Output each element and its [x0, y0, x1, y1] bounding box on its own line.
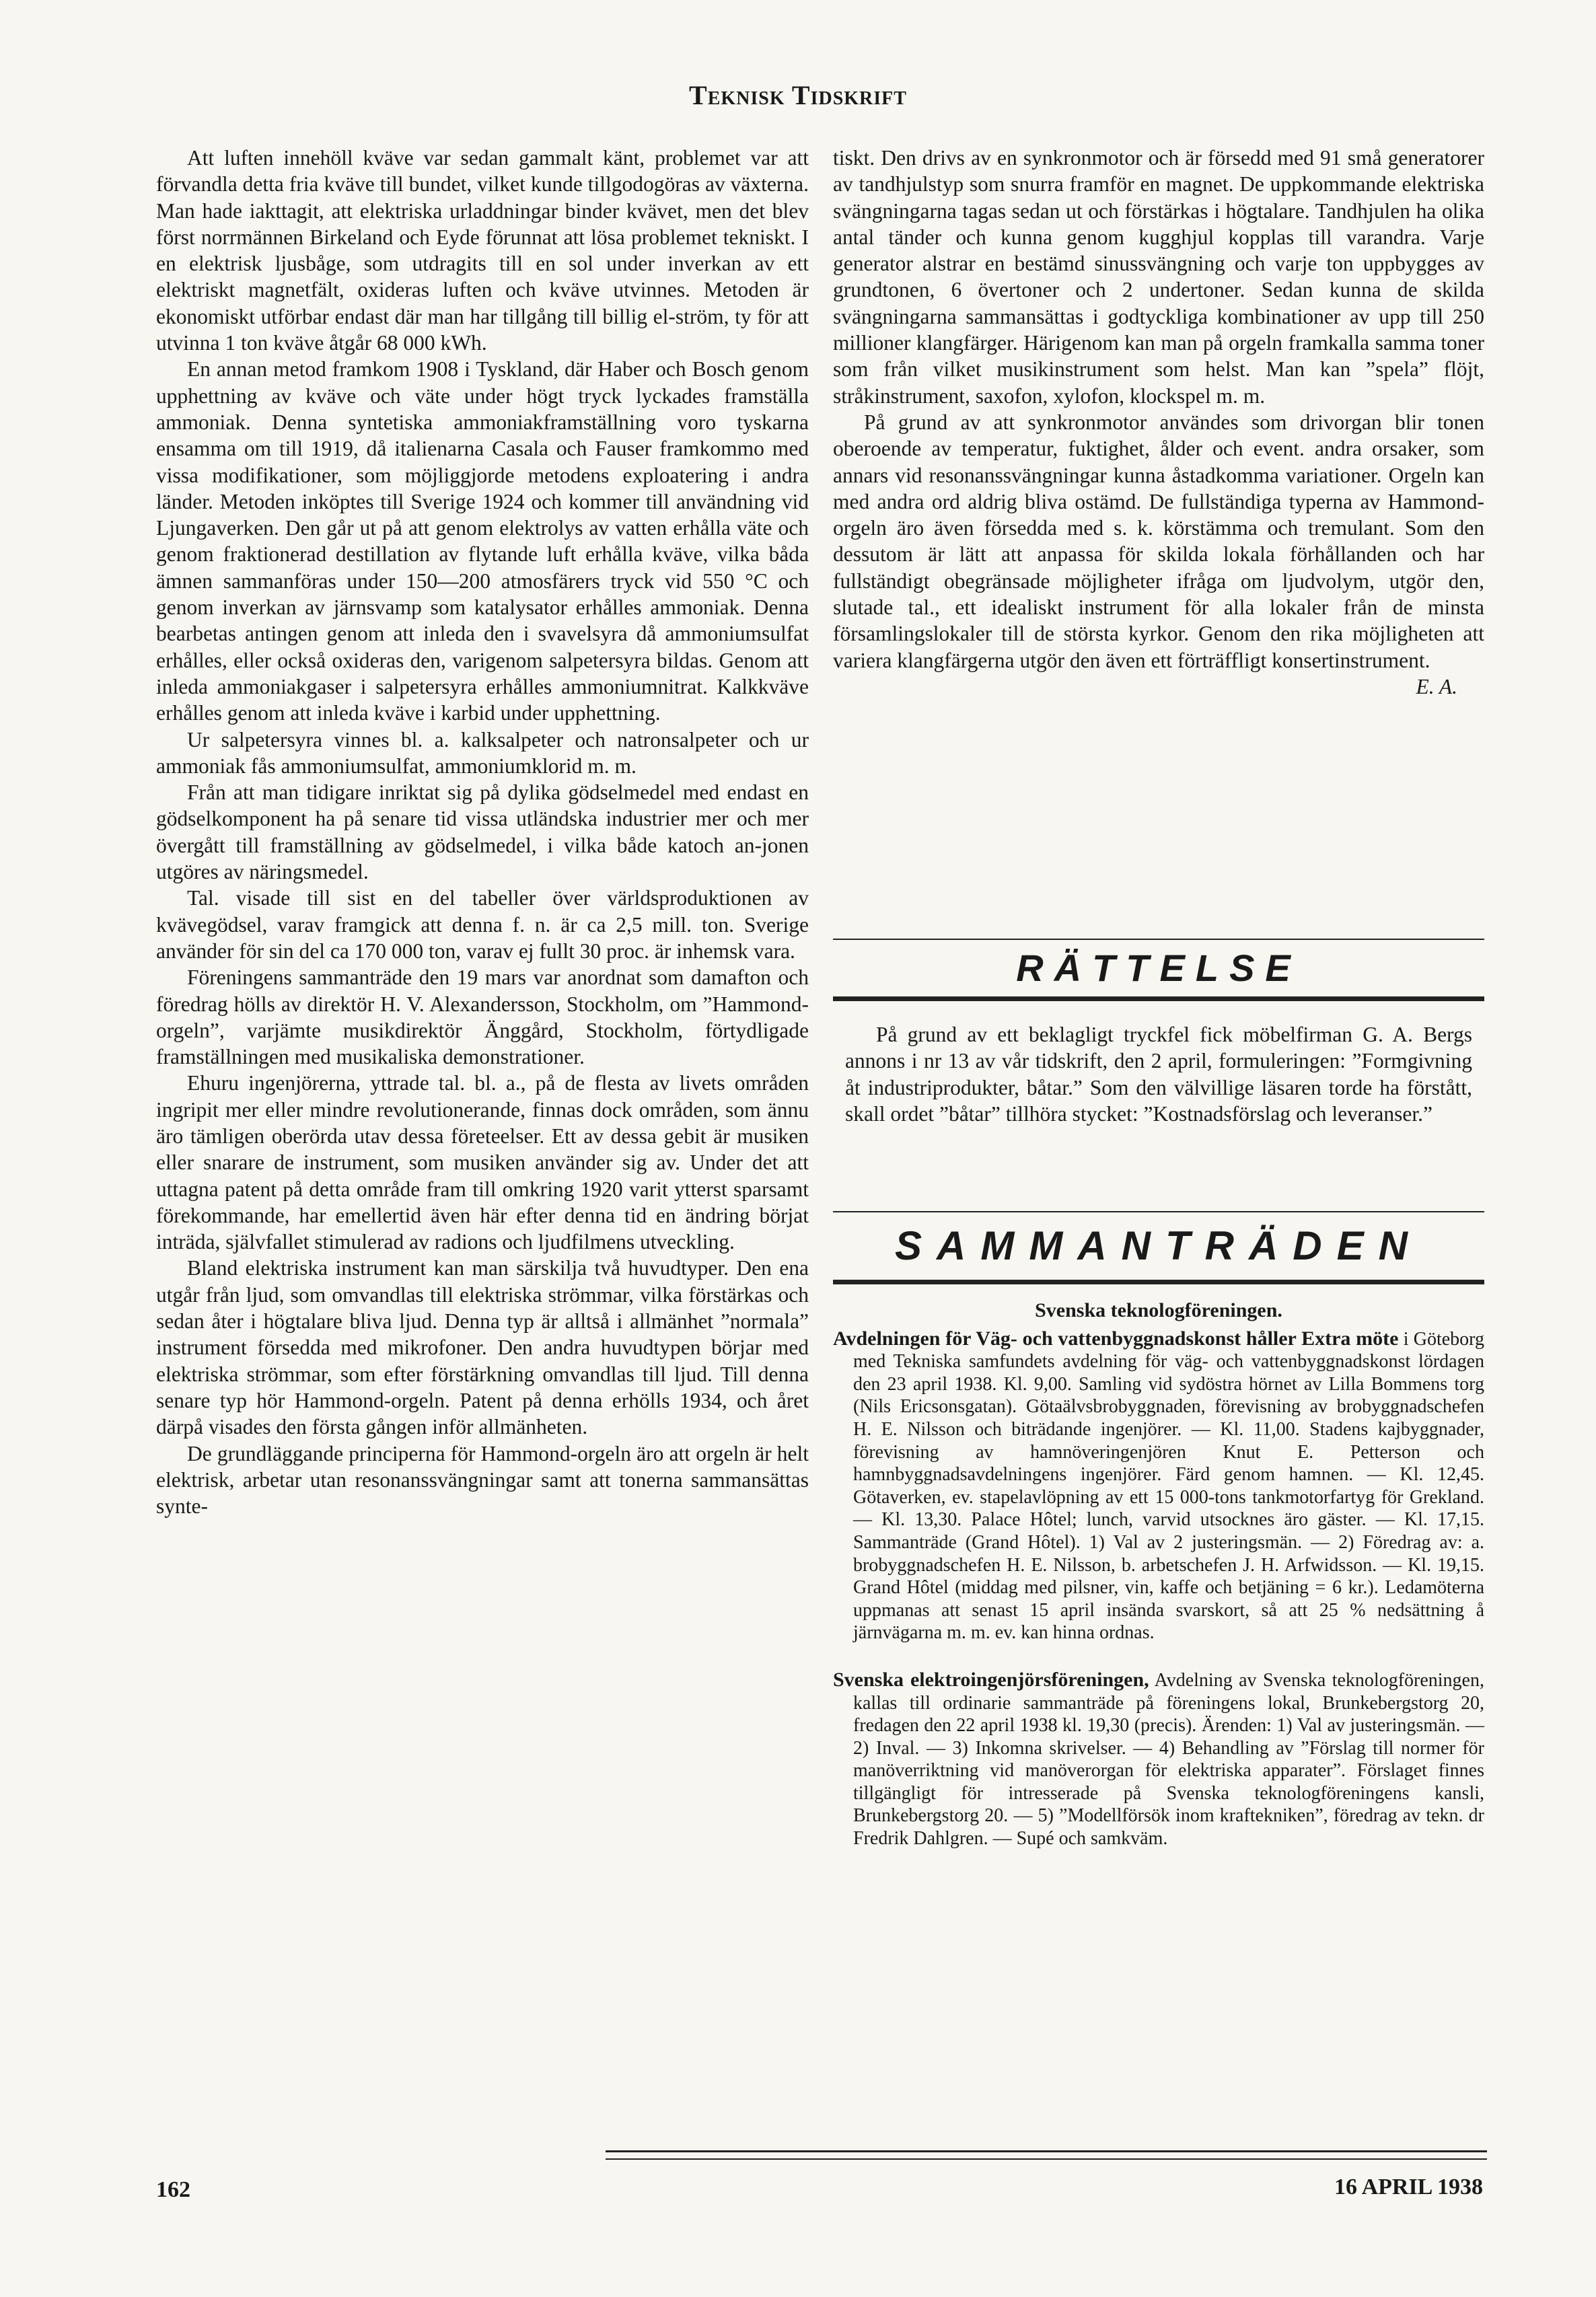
meeting-text: i Göteborg med Tekniska samfundets avdelning för väg- och vattenbyggnadskonst lördagen den 23 april 1938. Kl. 9,00. Samling vid sydöstra hörnet av Lilla Bommens torg (Nils Ericsonsgatan). Götaälvsbrobyggnaden, förevisning av brobyggnadschefen H. E. Nilsson och biträdande ingenjörer. — Kl. 11,00. Stadens kajbyggnader, förevisning av hamnöveringenjören Knut E. Petterson och hamnbyggnadsavdelningens ingenjörer. Färd genom hamnen. — Kl. 12,45. Götaverken, ev. stapelavlöpning av ett 15 000-tons tankmotorfartyg för Grekland. — Kl. 13,30. Palace Hôtel; lunch, varvid utsocknes äro gäster. — Kl. 17,15. Sammanträde (Grand Hôtel). 1) Val av 2 justeringsmän. — 2) Föredrag av: a. brobyggnadschefen H. E. Nilsson, b. arbetschefen J. H. Arfwidsson. — Kl. 19,15. Grand Hôtel (middag med pilsner, vin, kaffe och betjäning = 6 kr.). Ledamöterna uppmanas att senast 15 april insända svarskort, så att 25 % nedsättning å järnvägarna m. m. ev. kan hinna ordnas.	[853, 1328, 1485, 1644]
paragraph: Ehuru ingenjörerna, yttrade tal. bl. a., på de flesta av livets områden ingripit mer eller mindre revolutionerande, finnas dock områden, som ännu äro tämligen oberörda utav dessa företeelser. Ett av dessa gebit är musiken eller snarare de instrument, som musiken använder sig av. Under det att uttagna patent på detta område fram till omkring 1920 varit ytterst sparsamt förekommande, har emellertid även här efter denna tid en ändring börjat inträda, självfallet stimulerad av radions och ljudfilmens utveckling.	[156, 1071, 809, 1254]
paragraph	[833, 409, 1484, 698]
right-column	[833, 145, 1484, 700]
divider	[606, 2158, 1487, 2160]
page-footer	[0, 2150, 1596, 2231]
journal-title: Teknisk Tidskrift	[689, 80, 907, 110]
paragraph: De grundläggande principerna för Hammond-orgeln äro att orgeln är helt elektrisk, arbetar utan resonanssvängningar samt att tonerna sammansättas synte-	[156, 1441, 809, 1519]
paragraph: Tal. visade till sist en del tabeller över världsproduktionen av kvävegödsel, varav framgick att denna f. n. är ca 2,5 mill. ton. Sverige använder för sin del ca 170 000 ton, varav ej fullt 30 proc. är inhemsk vara.	[156, 886, 809, 963]
meeting-lead: Svenska elektroingenjörsföreningen,	[833, 1668, 1149, 1691]
author-signature: E. A.	[1416, 674, 1457, 698]
meeting-lead: Avdelningen för Väg- och vattenbyggnadskonst håller Extra möte	[833, 1327, 1399, 1350]
left-column	[156, 145, 809, 1519]
paragraph: Ur salpetersyra vinnes bl. a. kalksalpeter och natronsalpeter och ur ammoniak fås ammoniumsulfat, ammoniumklorid m. m.	[156, 727, 809, 778]
meeting-notice	[833, 1668, 1484, 1850]
paragraph: tiskt. Den drivs av en synkronmotor och är försedd med 91 små generatorer av tandhjulstyp som snurra framför en magnet. De uppkommande elektriska svängningarna tagas sedan ut och förstärkas i högtalare. Tandhjulen ha olika antal tänder och kunna genom kugghjul kopplas till varandra. Varje generator alstrar en bestämd sinussvängning och varje ton uppbygges av grundtonen, 6 övertoner och 2 undertoner. Sedan kunna de skilda svängningarna sammansättas i godtyckliga kombinationer av upp till 250 millioner klangfärger. Härigenom kan man på orgeln framkalla samma toner som från vilket musikinstrument som helst. Man kan ”spela” flöjt, stråkinstrument, saxofon, xylofon, klockspel m. m.	[833, 146, 1484, 408]
meetings-list	[833, 1299, 1484, 1850]
rattelse-heading: RÄTTELSE	[1016, 947, 1301, 989]
paragraph: På grund av ett beklagligt tryckfel fick möbelfirman G. A. Bergs annons i nr 13 av vår tidskrift, den 2 april, formuleringen: ”Formgivning åt industriprodukter, båtar.” Som den välvillige läsaren torde ha förstått, skall ordet ”båtar” tillhöra stycket: ”Kostnadsförslag och leveranser.”	[845, 1023, 1472, 1126]
rattelse-section	[833, 939, 1484, 1127]
meeting-text: Avdelning av Svenska teknologföreningen, kallas till ordinarie sammanträde på föreningens lokal, Brunkebergstorg 20, fredagen den 22 april 1938 kl. 19,30 (precis). Ärenden: 1) Val av justeringsmän. — 2) Inval. — 3) Inkomna skrivelser. — 4) Behandling av ”Förslag till normer för manöverriktning vid manöverorgan för elektriska apparater”. Förslaget finnes tillgängligt för intresserade på Svenska teknologföreningens kansli, Brunkebergstorg 20. — 5) ”Modellförsök inom kraftekniken”, föredrag av tekn. dr Fredrik Dahlgren. — Supé och samkväm.	[853, 1669, 1484, 1850]
page-number: 162	[156, 2177, 190, 2202]
paragraph: Föreningens sammanträde den 19 mars var anordnat som damafton och föredrag hölls av direktör H. V. Alexandersson, Stockholm, om ”Hammond-orgeln”, varjämte musikdirektör Änggård, Stockholm, förtydligade framställningen med musikaliska demonstrationer.	[156, 965, 809, 1069]
paragraph: Bland elektriska instrument kan man särskilja två huvudtyper. Den ena utgår från ljud, som omvandlas till elektriska strömmar, vilka förstärkas och sedan åter i högtalare bliva ljud. Denna typ är alltså i allmänhet ”normala” instrument försedda med mikrofoner. Den andra huvudtypen börjar med elektriska strömmar, som efter förstärkning omvandlas till ljud. Till denna senare typ hör Hammond-orgeln. Patent på denna erhölls 1934, och året därpå visades den första gången inför allmänheten.	[156, 1256, 809, 1439]
divider	[606, 2150, 1487, 2152]
issue-date: 16 APRIL 1938	[1334, 2175, 1483, 2199]
paragraph-text: På grund av att synkronmotor användes som drivorgan blir tonen oberoende av temperatur, fuktighet, ålder och event. andra orsaker, som annars vid resonanssvängningar kunna åstadkomma variationer. Orgeln kan med andra ord aldrig bliva ostämd. De fullständiga typerna av Hammond-orgeln äro även försedda med s. k. körstämma och tremulant. Som den dessutom är lätt att anpassa för skilda lokala förhållanden och har fullständigt obegränsade möjligheter ifråga om ljudvolym, utgör den, slutade tal., ett idealiskt instrument för alla lokaler från de minsta församlingslokaler till de största kyrkor. Genom den rika möjligheten att variera klangfärgerna utgör den även ett förträffligt konsertinstrument.	[833, 410, 1484, 672]
organization-title: Svenska teknologföreningen.	[1035, 1299, 1282, 1321]
divider	[833, 996, 1484, 1001]
divider	[833, 1280, 1484, 1284]
sammantraden-heading: SAMMANTRÄDEN	[895, 1223, 1422, 1268]
rattelse-body	[845, 1021, 1472, 1127]
paragraph: Från att man tidigare inriktat sig på dylika gödselmedel med endast en gödselkomponent ha på senare tid vissa utländska industrier mer och mer övergått till framställning av gödselmedel, i vilka både katoch an-jonen utgöres av näringsmedel.	[156, 780, 809, 884]
paragraph: Att luften innehöll kväve var sedan gammalt känt, problemet var att förvandla detta fria kväve till bundet, vilket kunde tillgodogöras av växterna. Man hade iakttagit, att elektriska urladdningar binder kvävet, men det blev först norrmännen Birkeland och Eyde förunnat att lösa problemet tekniskt. I en elektrisk ljusbåge, som utdragits till en sol under inverkan av ett elektriskt magnetfält, oxideras luften och kväve utvinnes. Metoden är ekonomiskt utförbar endast där man har tillgång till billig el-ström, ty för att utvinna 1 ton kväve åtgår 68 000 kWh.	[156, 146, 809, 355]
sammantraden-section	[833, 1211, 1484, 1850]
meeting-notice	[833, 1327, 1485, 1644]
paragraph: En annan metod framkom 1908 i Tyskland, där Haber och Bosch genom upphettning av kväve och väte under högt tryck lyckades framställa ammoniak. Denna syntetiska ammoniakframställning voro tyskarna ensamma om till 1919, då italienarna Casala och Fauser framkommo med vissa modifikationer, som möjliggjorde metodens exploatering i andra länder. Metoden inköptes till Sverige 1924 och kommer till användning vid Ljungaverken. Den går ut på att genom elektrolys av vatten erhålla väte och genom fraktionerad destillation av flytande luft erhålla kväve, vilka båda ämnen sammanföras under 150—200 atmosfärers tryck vid 550 °C och genom inverkan av järnsvamp som katalysator erhålles ammoniak. Denna bearbetas antingen genom att inleda den i svavelsyra då ammoniumsulfat erhålles, eller också oxideras den, varigenom salpetersyra bildas. Genom att inleda ammoniakgaser i salpetersyra erhålles ammoniumnitrat. Kalkkväve erhålles genom att inleda kväve i karbid under upphettning.	[156, 357, 809, 725]
